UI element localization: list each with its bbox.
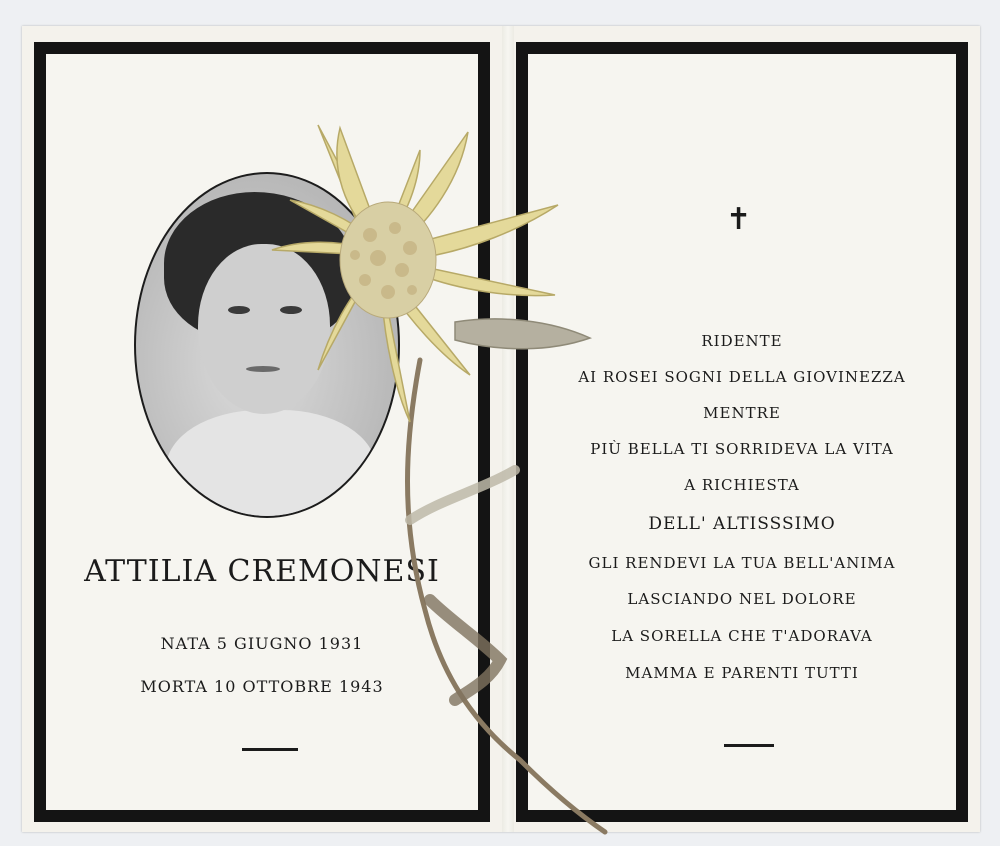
birth-date: NATA 5 GIUGNO 1931 bbox=[160, 634, 364, 653]
death-date: MORTA 10 OTTOBRE 1943 bbox=[140, 677, 384, 696]
right-panel bbox=[516, 42, 968, 822]
portrait-face bbox=[198, 244, 330, 414]
verse-line-8: LASCIANDO NEL DOLORE bbox=[627, 590, 857, 608]
verse-line-6: DELL' ALTISSSIMO bbox=[648, 514, 836, 534]
card-fold bbox=[502, 26, 514, 832]
verse-line-3: MENTRE bbox=[703, 404, 781, 422]
verse-line-1: RIDENTE bbox=[701, 332, 783, 350]
verse-line-10: MAMMA E PARENTI TUTTI bbox=[625, 664, 859, 682]
verse-line-7: GLI RENDEVI LA TUA BELL'ANIMA bbox=[588, 554, 896, 572]
verse-line-5: A RICHIESTA bbox=[684, 476, 800, 494]
portrait-photo bbox=[134, 172, 400, 518]
portrait-mouth bbox=[246, 366, 280, 372]
right-dash bbox=[724, 744, 774, 747]
verse-line-2: AI ROSEI SOGNI DELLA GIOVINEZZA bbox=[578, 368, 906, 386]
cross-icon: ✝ bbox=[726, 202, 752, 237]
left-dash bbox=[242, 748, 298, 751]
deceased-name: ATTILIA CREMONESI bbox=[84, 554, 440, 589]
left-panel bbox=[34, 42, 490, 822]
verse-line-4: PIÙ BELLA TI SORRIDEVA LA VITA bbox=[590, 440, 894, 458]
portrait-collar bbox=[166, 410, 376, 518]
memorial-card bbox=[22, 26, 980, 832]
portrait-eye-left bbox=[228, 306, 250, 314]
portrait-eye-right bbox=[280, 306, 302, 314]
verse-line-9: LA SORELLA CHE T'ADORAVA bbox=[611, 627, 873, 645]
